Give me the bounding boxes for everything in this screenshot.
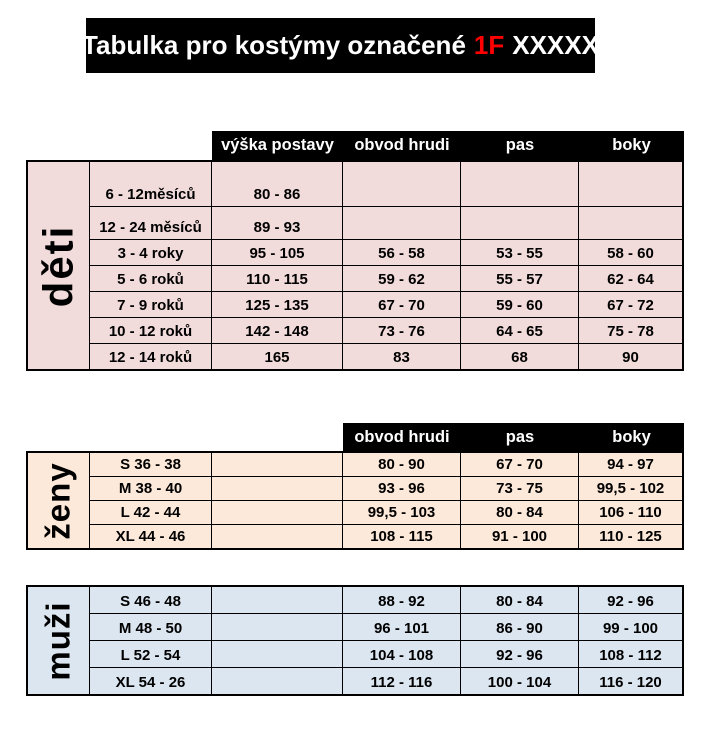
cell-size: 10 - 12 roků xyxy=(90,318,211,343)
cell-size: XL 54 - 26 xyxy=(90,668,211,694)
column-header-hips: boky xyxy=(612,136,651,154)
cell-value: 75 - 78 xyxy=(579,318,682,343)
women-table xyxy=(26,451,684,550)
cell-value: 67 - 70 xyxy=(343,292,460,317)
cell-size: 12 - 24 měsíců xyxy=(90,207,211,239)
title-code-highlight: 1F xyxy=(473,30,505,60)
cell-value: 110 - 125 xyxy=(579,525,682,548)
cell-value: 80 - 90 xyxy=(343,453,460,476)
column-header-waist: pas xyxy=(505,427,535,446)
group-label-men-text: muži xyxy=(39,600,77,681)
cell-value xyxy=(212,668,342,694)
cell-value xyxy=(212,501,342,524)
cell-value xyxy=(212,477,342,500)
cell-value: 83 xyxy=(343,344,460,369)
column-header-height: výška postavy xyxy=(221,136,334,154)
cell-size: 5 - 6 roků xyxy=(90,266,211,291)
cell-value xyxy=(212,453,342,476)
cell-value: 67 - 70 xyxy=(461,453,578,476)
cell-value xyxy=(212,641,342,667)
cell-value: 73 - 75 xyxy=(461,477,578,500)
column-header-chest: obvod hrudi xyxy=(354,427,450,446)
column-header-chest: obvod hrudi xyxy=(354,136,450,154)
cell-value: 91 - 100 xyxy=(461,525,578,548)
cell-value xyxy=(579,207,682,239)
cell-value: 106 - 110 xyxy=(579,501,682,524)
title-banner xyxy=(82,18,599,73)
cell-value xyxy=(343,207,460,239)
cell-value: 80 - 84 xyxy=(461,501,578,524)
cell-value: 92 - 96 xyxy=(579,587,682,613)
cell-value: 80 - 86 xyxy=(212,162,342,206)
cell-value: 86 - 90 xyxy=(461,614,578,640)
cell-value: 95 - 105 xyxy=(212,240,342,265)
group-label-women-text: ženy xyxy=(39,461,77,540)
cell-value: 88 - 92 xyxy=(343,587,460,613)
cell-value: 56 - 58 xyxy=(343,240,460,265)
cell-value: 108 - 112 xyxy=(579,641,682,667)
cell-size: XL 44 - 46 xyxy=(90,525,211,548)
cell-value: 110 - 115 xyxy=(212,266,342,291)
children-table xyxy=(26,160,684,371)
cell-value: 58 - 60 xyxy=(579,240,682,265)
cell-value: 100 - 104 xyxy=(461,668,578,694)
cell-size: S 46 - 48 xyxy=(90,587,211,613)
cell-value xyxy=(212,525,342,548)
men-table xyxy=(26,585,684,696)
cell-value: 59 - 62 xyxy=(343,266,460,291)
cell-value: 73 - 76 xyxy=(343,318,460,343)
cell-value: 64 - 65 xyxy=(461,318,578,343)
cell-size: M 38 - 40 xyxy=(90,477,211,500)
title-text-prefix: Tabulka pro kostýmy označené xyxy=(82,30,466,60)
cell-value xyxy=(461,162,578,206)
cell-value: 99,5 - 103 xyxy=(343,501,460,524)
cell-value: 92 - 96 xyxy=(461,641,578,667)
cell-size: L 42 - 44 xyxy=(90,501,211,524)
group-label-women xyxy=(28,453,89,548)
cell-size: 3 - 4 roky xyxy=(90,240,211,265)
children-header-row xyxy=(212,131,684,160)
cell-value: 112 - 116 xyxy=(343,668,460,694)
cell-value: 94 - 97 xyxy=(579,453,682,476)
cell-size: 6 - 12měsíců xyxy=(90,162,211,206)
cell-value xyxy=(212,587,342,613)
group-label-children xyxy=(28,162,89,369)
column-header-waist: pas xyxy=(505,136,535,154)
cell-value: 53 - 55 xyxy=(461,240,578,265)
cell-size: M 48 - 50 xyxy=(90,614,211,640)
cell-value: 80 - 84 xyxy=(461,587,578,613)
cell-size: 7 - 9 roků xyxy=(90,292,211,317)
group-label-children-text: děti xyxy=(34,224,82,307)
title-text-suffix: XXXXX xyxy=(512,30,599,60)
cell-value: 93 - 96 xyxy=(343,477,460,500)
cell-size: L 52 - 54 xyxy=(90,641,211,667)
column-header-hips: boky xyxy=(612,427,651,446)
cell-value: 99,5 - 102 xyxy=(579,477,682,500)
cell-value xyxy=(461,207,578,239)
cell-value: 55 - 57 xyxy=(461,266,578,291)
cell-value: 67 - 72 xyxy=(579,292,682,317)
cell-value xyxy=(579,162,682,206)
cell-value: 59 - 60 xyxy=(461,292,578,317)
cell-value: 89 - 93 xyxy=(212,207,342,239)
cell-value: 62 - 64 xyxy=(579,266,682,291)
cell-size: 12 - 14 roků xyxy=(90,344,211,369)
cell-value xyxy=(343,162,460,206)
cell-value: 165 xyxy=(212,344,342,369)
cell-size: S 36 - 38 xyxy=(90,453,211,476)
cell-value: 90 xyxy=(579,344,682,369)
cell-value xyxy=(212,614,342,640)
group-label-men xyxy=(28,587,89,694)
cell-value: 142 - 148 xyxy=(212,318,342,343)
cell-value: 68 xyxy=(461,344,578,369)
cell-value: 116 - 120 xyxy=(579,668,682,694)
cell-value: 96 - 101 xyxy=(343,614,460,640)
cell-value: 125 - 135 xyxy=(212,292,342,317)
cell-value: 104 - 108 xyxy=(343,641,460,667)
cell-value: 108 - 115 xyxy=(343,525,460,548)
cell-value: 99 - 100 xyxy=(579,614,682,640)
women-header-row xyxy=(343,423,684,451)
